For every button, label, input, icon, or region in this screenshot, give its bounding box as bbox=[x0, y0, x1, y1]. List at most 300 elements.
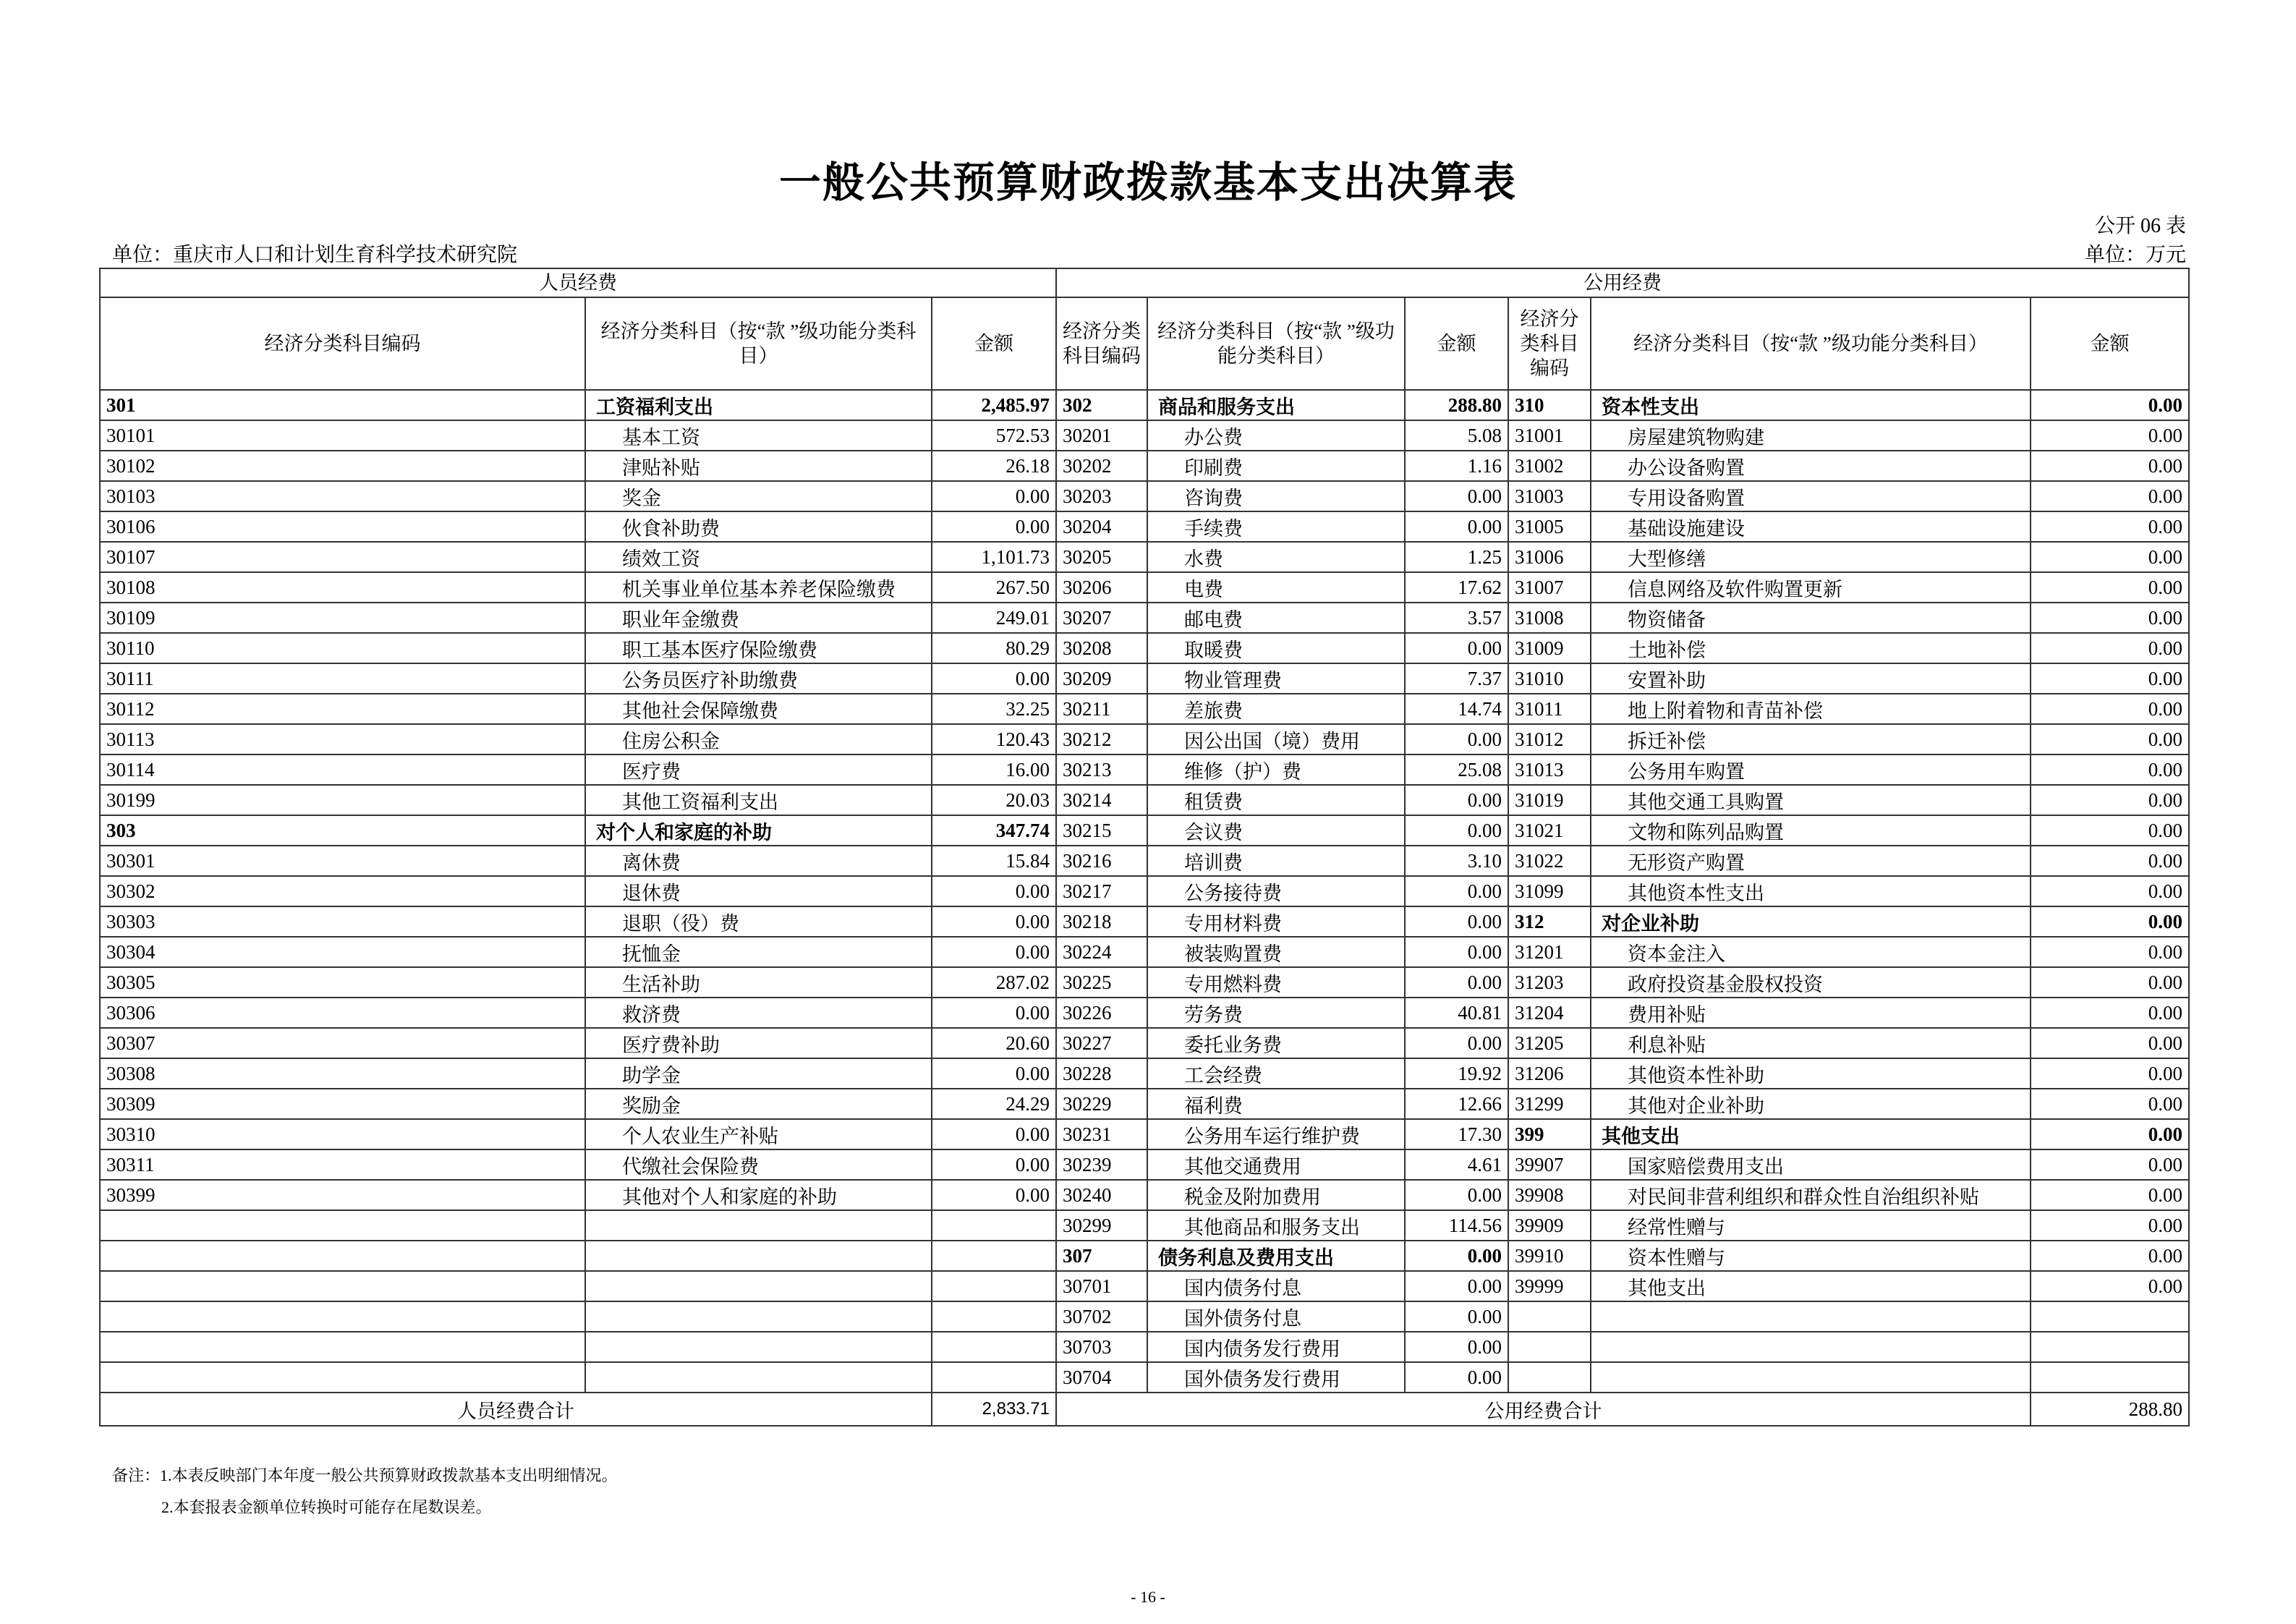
table-row bbox=[100, 633, 2189, 663]
middle-amount-cell: 1.16 bbox=[1405, 451, 1508, 481]
right-name-cell: 政府投资基金股权投资 bbox=[1591, 967, 2031, 998]
header-code: 经济分类科目编码 bbox=[100, 297, 585, 390]
table-row bbox=[100, 1149, 2189, 1180]
right-amount-cell: 0.00 bbox=[2031, 906, 2189, 937]
table-row bbox=[100, 724, 2189, 754]
right-amount-cell: 0.00 bbox=[2031, 633, 2189, 663]
table-row bbox=[100, 1271, 2189, 1301]
right-code-cell: 31203 bbox=[1508, 967, 1591, 998]
middle-amount-cell: 40.81 bbox=[1405, 998, 1508, 1028]
table-row bbox=[100, 481, 2189, 511]
right-amount-cell: 0.00 bbox=[2031, 390, 2189, 420]
middle-code-cell: 30703 bbox=[1056, 1332, 1147, 1362]
left-name-cell bbox=[585, 1271, 932, 1301]
expenditure-table bbox=[99, 268, 2190, 1427]
middle-code-cell: 30704 bbox=[1056, 1362, 1147, 1393]
table-row bbox=[100, 572, 2189, 603]
right-amount-cell: 0.00 bbox=[2031, 663, 2189, 694]
table-row bbox=[100, 1180, 2189, 1210]
left-code-cell: 30101 bbox=[100, 420, 585, 451]
right-code-cell: 31299 bbox=[1508, 1089, 1591, 1119]
middle-name-cell: 公务用车运行维护费 bbox=[1147, 1119, 1405, 1149]
middle-amount-cell: 25.08 bbox=[1405, 754, 1508, 785]
middle-code-cell: 30701 bbox=[1056, 1271, 1147, 1301]
middle-name-cell: 差旅费 bbox=[1147, 694, 1405, 724]
left-name-cell: 其他对个人和家庭的补助 bbox=[585, 1180, 932, 1210]
middle-amount-cell: 5.08 bbox=[1405, 420, 1508, 451]
middle-name-cell: 物业管理费 bbox=[1147, 663, 1405, 694]
table-body bbox=[100, 390, 2189, 1393]
left-code-cell: 30302 bbox=[100, 876, 585, 906]
right-amount-cell: 0.00 bbox=[2031, 754, 2189, 785]
middle-amount-cell: 4.61 bbox=[1405, 1149, 1508, 1180]
right-amount-cell: 0.00 bbox=[2031, 451, 2189, 481]
table-row bbox=[100, 1210, 2189, 1241]
right-code-cell: 31001 bbox=[1508, 420, 1591, 451]
right-code-cell bbox=[1508, 1301, 1591, 1332]
right-amount-cell bbox=[2031, 1362, 2189, 1393]
left-amount-cell: 249.01 bbox=[932, 603, 1056, 633]
public-total-label: 公用经费合计 bbox=[1056, 1393, 2031, 1426]
middle-code-cell: 307 bbox=[1056, 1241, 1147, 1271]
left-amount-cell: 0.00 bbox=[932, 663, 1056, 694]
right-code-cell: 31010 bbox=[1508, 663, 1591, 694]
right-code-cell: 39910 bbox=[1508, 1241, 1591, 1271]
table-row bbox=[100, 451, 2189, 481]
right-code-cell: 31005 bbox=[1508, 511, 1591, 542]
right-code-cell: 31201 bbox=[1508, 937, 1591, 967]
right-code-cell: 310 bbox=[1508, 390, 1591, 420]
left-name-cell: 抚恤金 bbox=[585, 937, 932, 967]
middle-name-cell: 其他交通费用 bbox=[1147, 1149, 1405, 1180]
middle-amount-cell: 0.00 bbox=[1405, 633, 1508, 663]
middle-amount-cell: 0.00 bbox=[1405, 967, 1508, 998]
table-row bbox=[100, 754, 2189, 785]
middle-amount-cell: 0.00 bbox=[1405, 1180, 1508, 1210]
middle-amount-cell: 12.66 bbox=[1405, 1089, 1508, 1119]
header-code-mid: 经济分类科目编码 bbox=[1056, 297, 1147, 390]
left-amount-cell bbox=[932, 1210, 1056, 1241]
middle-name-cell: 其他商品和服务支出 bbox=[1147, 1210, 1405, 1241]
left-code-cell bbox=[100, 1332, 585, 1362]
right-code-cell: 31008 bbox=[1508, 603, 1591, 633]
public-total-amount: 288.80 bbox=[2031, 1393, 2189, 1426]
right-name-cell: 其他支出 bbox=[1591, 1119, 2031, 1149]
table-row bbox=[100, 694, 2189, 724]
middle-amount-cell: 1.25 bbox=[1405, 542, 1508, 572]
left-name-cell: 退休费 bbox=[585, 876, 932, 906]
left-amount-cell bbox=[932, 1332, 1056, 1362]
middle-amount-cell: 0.00 bbox=[1405, 511, 1508, 542]
middle-name-cell: 电费 bbox=[1147, 572, 1405, 603]
right-name-cell bbox=[1591, 1301, 2031, 1332]
left-amount-cell: 20.03 bbox=[932, 785, 1056, 815]
left-amount-cell: 120.43 bbox=[932, 724, 1056, 754]
right-name-cell: 其他支出 bbox=[1591, 1271, 2031, 1301]
middle-amount-cell: 0.00 bbox=[1405, 937, 1508, 967]
middle-name-cell: 公务接待费 bbox=[1147, 876, 1405, 906]
right-code-cell: 39999 bbox=[1508, 1271, 1591, 1301]
right-amount-cell: 0.00 bbox=[2031, 694, 2189, 724]
left-code-cell: 30310 bbox=[100, 1119, 585, 1149]
left-code-cell: 30307 bbox=[100, 1028, 585, 1058]
left-name-cell: 个人农业生产补贴 bbox=[585, 1119, 932, 1149]
personnel-total-amount: 2,833.71 bbox=[932, 1393, 1056, 1426]
left-name-cell: 医疗费 bbox=[585, 754, 932, 785]
notes bbox=[112, 1460, 618, 1523]
middle-code-cell: 30212 bbox=[1056, 724, 1147, 754]
right-name-cell: 国家赔偿费用支出 bbox=[1591, 1149, 2031, 1180]
middle-name-cell: 专用燃料费 bbox=[1147, 967, 1405, 998]
middle-code-cell: 30207 bbox=[1056, 603, 1147, 633]
left-name-cell: 助学金 bbox=[585, 1058, 932, 1089]
left-name-cell: 对个人和家庭的补助 bbox=[585, 815, 932, 846]
right-amount-cell: 0.00 bbox=[2031, 511, 2189, 542]
right-code-cell: 31009 bbox=[1508, 633, 1591, 663]
header-name-right: 经济分类科目（按“款 ”级功能分类科目） bbox=[1591, 297, 2031, 390]
left-amount-cell: 1,101.73 bbox=[932, 542, 1056, 572]
right-amount-cell: 0.00 bbox=[2031, 1089, 2189, 1119]
middle-amount-cell: 0.00 bbox=[1405, 1241, 1508, 1271]
right-amount-cell bbox=[2031, 1301, 2189, 1332]
right-amount-cell: 0.00 bbox=[2031, 1271, 2189, 1301]
right-name-cell: 经常性赠与 bbox=[1591, 1210, 2031, 1241]
left-code-cell: 301 bbox=[100, 390, 585, 420]
middle-code-cell: 30228 bbox=[1056, 1058, 1147, 1089]
unit-currency: 单位：万元 bbox=[2084, 244, 2186, 266]
middle-amount-cell: 0.00 bbox=[1405, 785, 1508, 815]
table-row bbox=[100, 542, 2189, 572]
middle-name-cell: 工会经费 bbox=[1147, 1058, 1405, 1089]
right-code-cell bbox=[1508, 1332, 1591, 1362]
left-code-cell: 30306 bbox=[100, 998, 585, 1028]
left-name-cell bbox=[585, 1241, 932, 1271]
middle-name-cell: 维修（护）费 bbox=[1147, 754, 1405, 785]
middle-name-cell: 取暖费 bbox=[1147, 633, 1405, 663]
middle-name-cell: 劳务费 bbox=[1147, 998, 1405, 1028]
right-amount-cell: 0.00 bbox=[2031, 815, 2189, 846]
middle-amount-cell: 17.30 bbox=[1405, 1119, 1508, 1149]
left-amount-cell bbox=[932, 1241, 1056, 1271]
table-row bbox=[100, 1301, 2189, 1332]
right-name-cell: 大型修缮 bbox=[1591, 542, 2031, 572]
left-code-cell: 30102 bbox=[100, 451, 585, 481]
middle-code-cell: 30213 bbox=[1056, 754, 1147, 785]
left-name-cell: 住房公积金 bbox=[585, 724, 932, 754]
middle-amount-cell: 0.00 bbox=[1405, 906, 1508, 937]
right-amount-cell: 0.00 bbox=[2031, 967, 2189, 998]
left-name-cell: 基本工资 bbox=[585, 420, 932, 451]
middle-name-cell: 被装购置费 bbox=[1147, 937, 1405, 967]
middle-amount-cell: 0.00 bbox=[1405, 876, 1508, 906]
middle-name-cell: 咨询费 bbox=[1147, 481, 1405, 511]
middle-name-cell: 办公费 bbox=[1147, 420, 1405, 451]
right-amount-cell: 0.00 bbox=[2031, 1028, 2189, 1058]
left-code-cell: 30106 bbox=[100, 511, 585, 542]
left-name-cell bbox=[585, 1362, 932, 1393]
right-code-cell: 39907 bbox=[1508, 1149, 1591, 1180]
right-name-cell: 物资储备 bbox=[1591, 603, 2031, 633]
right-name-cell: 其他对企业补助 bbox=[1591, 1089, 2031, 1119]
left-amount-cell: 0.00 bbox=[932, 511, 1056, 542]
left-name-cell: 奖金 bbox=[585, 481, 932, 511]
left-code-cell: 303 bbox=[100, 815, 585, 846]
left-name-cell: 生活补助 bbox=[585, 967, 932, 998]
middle-code-cell: 30205 bbox=[1056, 542, 1147, 572]
middle-code-cell: 30240 bbox=[1056, 1180, 1147, 1210]
middle-name-cell: 邮电费 bbox=[1147, 603, 1405, 633]
middle-amount-cell: 0.00 bbox=[1405, 1271, 1508, 1301]
right-name-cell: 房屋建筑物购建 bbox=[1591, 420, 2031, 451]
left-amount-cell: 572.53 bbox=[932, 420, 1056, 451]
right-name-cell: 其他资本性补助 bbox=[1591, 1058, 2031, 1089]
table-row bbox=[100, 511, 2189, 542]
left-amount-cell: 347.74 bbox=[932, 815, 1056, 846]
left-code-cell: 30304 bbox=[100, 937, 585, 967]
left-code-cell: 30103 bbox=[100, 481, 585, 511]
right-name-cell: 文物和陈列品购置 bbox=[1591, 815, 2031, 846]
left-code-cell: 30110 bbox=[100, 633, 585, 663]
right-name-cell bbox=[1591, 1362, 2031, 1393]
middle-name-cell: 国外债务发行费用 bbox=[1147, 1362, 1405, 1393]
left-code-cell: 30109 bbox=[100, 603, 585, 633]
middle-code-cell: 30239 bbox=[1056, 1149, 1147, 1180]
header-amount-mid: 金额 bbox=[1405, 297, 1508, 390]
left-amount-cell: 0.00 bbox=[932, 1180, 1056, 1210]
left-code-cell: 30308 bbox=[100, 1058, 585, 1089]
left-amount-cell: 267.50 bbox=[932, 572, 1056, 603]
right-amount-cell bbox=[2031, 1332, 2189, 1362]
table-row bbox=[100, 967, 2189, 998]
right-code-cell: 31013 bbox=[1508, 754, 1591, 785]
left-amount-cell: 287.02 bbox=[932, 967, 1056, 998]
middle-name-cell: 因公出国（境）费用 bbox=[1147, 724, 1405, 754]
middle-code-cell: 30299 bbox=[1056, 1210, 1147, 1241]
left-name-cell: 绩效工资 bbox=[585, 542, 932, 572]
left-name-cell bbox=[585, 1210, 932, 1241]
left-amount-cell: 24.29 bbox=[932, 1089, 1056, 1119]
group-public: 公用经费 bbox=[1056, 268, 2189, 297]
left-amount-cell: 2,485.97 bbox=[932, 390, 1056, 420]
left-name-cell: 其他工资福利支出 bbox=[585, 785, 932, 815]
right-name-cell: 利息补贴 bbox=[1591, 1028, 2031, 1058]
left-code-cell: 30309 bbox=[100, 1089, 585, 1119]
middle-name-cell: 商品和服务支出 bbox=[1147, 390, 1405, 420]
table-row bbox=[100, 815, 2189, 846]
right-amount-cell: 0.00 bbox=[2031, 1119, 2189, 1149]
left-code-cell: 30399 bbox=[100, 1180, 585, 1210]
middle-code-cell: 30214 bbox=[1056, 785, 1147, 815]
middle-amount-cell: 0.00 bbox=[1405, 724, 1508, 754]
right-code-cell bbox=[1508, 1362, 1591, 1393]
right-name-cell: 对民间非营利组织和群众性自治组织补贴 bbox=[1591, 1180, 2031, 1210]
table-row bbox=[100, 420, 2189, 451]
middle-name-cell: 手续费 bbox=[1147, 511, 1405, 542]
middle-code-cell: 30215 bbox=[1056, 815, 1147, 846]
table-row bbox=[100, 937, 2189, 967]
right-code-cell: 31021 bbox=[1508, 815, 1591, 846]
right-name-cell: 安置补助 bbox=[1591, 663, 2031, 694]
right-amount-cell: 0.00 bbox=[2031, 785, 2189, 815]
right-name-cell: 无形资产购置 bbox=[1591, 846, 2031, 876]
personnel-total-label: 人员经费合计 bbox=[100, 1393, 932, 1426]
left-code-cell: 30112 bbox=[100, 694, 585, 724]
left-name-cell: 津贴补贴 bbox=[585, 451, 932, 481]
left-code-cell: 30303 bbox=[100, 906, 585, 937]
left-amount-cell: 80.29 bbox=[932, 633, 1056, 663]
right-name-cell: 对企业补助 bbox=[1591, 906, 2031, 937]
left-code-cell: 30107 bbox=[100, 542, 585, 572]
left-amount-cell bbox=[932, 1271, 1056, 1301]
middle-amount-cell: 7.37 bbox=[1405, 663, 1508, 694]
left-code-cell: 30114 bbox=[100, 754, 585, 785]
table-row bbox=[100, 1028, 2189, 1058]
right-amount-cell: 0.00 bbox=[2031, 1210, 2189, 1241]
right-name-cell: 基础设施建设 bbox=[1591, 511, 2031, 542]
page-number: - 16 - bbox=[1131, 1588, 1165, 1606]
right-name-cell: 公务用车购置 bbox=[1591, 754, 2031, 785]
left-amount-cell: 0.00 bbox=[932, 998, 1056, 1028]
left-code-cell bbox=[100, 1301, 585, 1332]
header-code-right: 经济分类科目编码 bbox=[1508, 297, 1591, 390]
middle-code-cell: 30204 bbox=[1056, 511, 1147, 542]
table-row bbox=[100, 1362, 2189, 1393]
left-name-cell: 奖励金 bbox=[585, 1089, 932, 1119]
left-amount-cell bbox=[932, 1301, 1056, 1332]
left-code-cell bbox=[100, 1210, 585, 1241]
right-amount-cell: 0.00 bbox=[2031, 481, 2189, 511]
middle-code-cell: 30229 bbox=[1056, 1089, 1147, 1119]
right-amount-cell: 0.00 bbox=[2031, 1180, 2189, 1210]
middle-code-cell: 30231 bbox=[1056, 1119, 1147, 1149]
group-personnel: 人员经费 bbox=[100, 268, 1056, 297]
right-amount-cell: 0.00 bbox=[2031, 603, 2189, 633]
page-title: 一般公共预算财政拨款基本支出决算表 bbox=[778, 159, 1517, 206]
middle-name-cell: 印刷费 bbox=[1147, 451, 1405, 481]
middle-code-cell: 30217 bbox=[1056, 876, 1147, 906]
right-code-cell: 31205 bbox=[1508, 1028, 1591, 1058]
right-amount-cell: 0.00 bbox=[2031, 937, 2189, 967]
right-amount-cell: 0.00 bbox=[2031, 724, 2189, 754]
middle-amount-cell: 17.62 bbox=[1405, 572, 1508, 603]
left-amount-cell: 0.00 bbox=[932, 1058, 1056, 1089]
table-row bbox=[100, 1089, 2189, 1119]
right-code-cell: 31099 bbox=[1508, 876, 1591, 906]
table-row bbox=[100, 906, 2189, 937]
middle-amount-cell: 19.92 bbox=[1405, 1058, 1508, 1089]
table-row bbox=[100, 846, 2189, 876]
right-amount-cell: 0.00 bbox=[2031, 1241, 2189, 1271]
middle-code-cell: 302 bbox=[1056, 390, 1147, 420]
right-name-cell: 资本性赠与 bbox=[1591, 1241, 2031, 1271]
middle-code-cell: 30206 bbox=[1056, 572, 1147, 603]
right-name-cell: 专用设备购置 bbox=[1591, 481, 2031, 511]
middle-name-cell: 国外债务付息 bbox=[1147, 1301, 1405, 1332]
right-code-cell: 31006 bbox=[1508, 542, 1591, 572]
left-name-cell: 医疗费补助 bbox=[585, 1028, 932, 1058]
table-row bbox=[100, 785, 2189, 815]
middle-code-cell: 30209 bbox=[1056, 663, 1147, 694]
form-number: 公开 06 表 bbox=[2094, 215, 2186, 237]
left-amount-cell: 0.00 bbox=[932, 1149, 1056, 1180]
middle-amount-cell: 0.00 bbox=[1405, 481, 1508, 511]
middle-name-cell: 专用材料费 bbox=[1147, 906, 1405, 937]
middle-amount-cell: 288.80 bbox=[1405, 390, 1508, 420]
left-amount-cell: 0.00 bbox=[932, 1119, 1056, 1149]
middle-name-cell: 租赁费 bbox=[1147, 785, 1405, 815]
table-row bbox=[100, 663, 2189, 694]
right-code-cell: 399 bbox=[1508, 1119, 1591, 1149]
left-name-cell: 工资福利支出 bbox=[585, 390, 932, 420]
table-row bbox=[100, 998, 2189, 1028]
table-row bbox=[100, 390, 2189, 420]
right-code-cell: 31011 bbox=[1508, 694, 1591, 724]
right-code-cell: 31003 bbox=[1508, 481, 1591, 511]
middle-code-cell: 30226 bbox=[1056, 998, 1147, 1028]
left-name-cell: 退职（役）费 bbox=[585, 906, 932, 937]
left-code-cell: 30199 bbox=[100, 785, 585, 815]
right-code-cell: 39909 bbox=[1508, 1210, 1591, 1241]
left-code-cell: 30301 bbox=[100, 846, 585, 876]
right-amount-cell: 0.00 bbox=[2031, 1058, 2189, 1089]
left-code-cell bbox=[100, 1241, 585, 1271]
right-name-cell: 费用补贴 bbox=[1591, 998, 2031, 1028]
table-row bbox=[100, 1332, 2189, 1362]
totals-row bbox=[100, 1393, 2189, 1426]
table-row bbox=[100, 1241, 2189, 1271]
left-code-cell: 30111 bbox=[100, 663, 585, 694]
middle-code-cell: 30202 bbox=[1056, 451, 1147, 481]
left-name-cell: 其他社会保障缴费 bbox=[585, 694, 932, 724]
middle-name-cell: 税金及附加费用 bbox=[1147, 1180, 1405, 1210]
right-name-cell: 地上附着物和青苗补偿 bbox=[1591, 694, 2031, 724]
middle-name-cell: 会议费 bbox=[1147, 815, 1405, 846]
left-amount-cell bbox=[932, 1362, 1056, 1393]
middle-name-cell: 培训费 bbox=[1147, 846, 1405, 876]
middle-amount-cell: 3.57 bbox=[1405, 603, 1508, 633]
left-code-cell bbox=[100, 1271, 585, 1301]
right-code-cell: 31204 bbox=[1508, 998, 1591, 1028]
right-name-cell: 办公设备购置 bbox=[1591, 451, 2031, 481]
right-code-cell: 312 bbox=[1508, 906, 1591, 937]
header-amount: 金额 bbox=[932, 297, 1056, 390]
right-code-cell: 31019 bbox=[1508, 785, 1591, 815]
middle-name-cell: 委托业务费 bbox=[1147, 1028, 1405, 1058]
middle-code-cell: 30203 bbox=[1056, 481, 1147, 511]
middle-code-cell: 30208 bbox=[1056, 633, 1147, 663]
left-amount-cell: 32.25 bbox=[932, 694, 1056, 724]
middle-amount-cell: 0.00 bbox=[1405, 815, 1508, 846]
right-amount-cell: 0.00 bbox=[2031, 420, 2189, 451]
unit-organization: 单位：重庆市人口和计划生育科学技术研究院 bbox=[112, 244, 518, 266]
middle-name-cell: 福利费 bbox=[1147, 1089, 1405, 1119]
note-1: 备注：1.本表反映部门本年度一般公共预算财政拨款基本支出明细情况。 bbox=[112, 1466, 618, 1484]
left-name-cell bbox=[585, 1301, 932, 1332]
middle-code-cell: 30216 bbox=[1056, 846, 1147, 876]
middle-code-cell: 30218 bbox=[1056, 906, 1147, 937]
right-code-cell: 39908 bbox=[1508, 1180, 1591, 1210]
note-2: 2.本套报表金额单位转换时可能存在尾数误差。 bbox=[161, 1498, 492, 1516]
left-code-cell bbox=[100, 1362, 585, 1393]
middle-name-cell: 国内债务付息 bbox=[1147, 1271, 1405, 1301]
left-amount-cell: 0.00 bbox=[932, 937, 1056, 967]
middle-code-cell: 30201 bbox=[1056, 420, 1147, 451]
left-amount-cell: 20.60 bbox=[932, 1028, 1056, 1058]
table-row bbox=[100, 1119, 2189, 1149]
left-code-cell: 30311 bbox=[100, 1149, 585, 1180]
right-name-cell: 资本性支出 bbox=[1591, 390, 2031, 420]
left-name-cell: 职工基本医疗保险缴费 bbox=[585, 633, 932, 663]
